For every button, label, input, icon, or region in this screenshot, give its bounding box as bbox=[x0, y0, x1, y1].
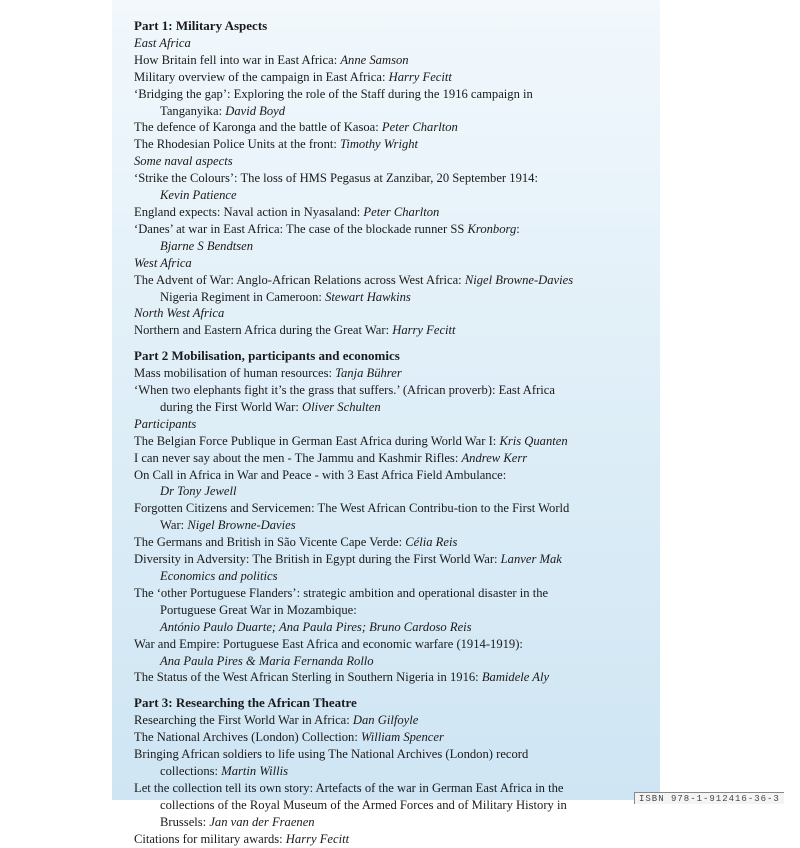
toc-entry bbox=[134, 780, 664, 797]
toc-entry bbox=[134, 221, 664, 238]
entry-punctuation: : bbox=[516, 221, 520, 236]
entry-author: Dan Gilfoyle bbox=[352, 713, 419, 728]
toc-entry bbox=[134, 585, 664, 602]
entry-title: Tanganyika: bbox=[160, 103, 226, 118]
entry-title: The Germans and British in São Vicente Cape Verde: bbox=[134, 535, 406, 550]
entry-author: William Spencer bbox=[360, 730, 444, 745]
toc-entry-continuation bbox=[134, 619, 664, 636]
isbn-label: ISBN 978-1-912416-36-3 bbox=[634, 792, 784, 804]
entry-author: Jan van der Fraenen bbox=[209, 814, 315, 829]
entry-title: England expects: Naval action in Nyasaland: bbox=[134, 204, 364, 219]
toc-entry-continuation bbox=[134, 602, 664, 619]
entry-author: Kris Quanten bbox=[499, 433, 568, 448]
entry-author: Martin Willis bbox=[221, 763, 289, 778]
entry-author: Stewart Hawkins bbox=[325, 289, 411, 304]
entry-author: Peter Charlton bbox=[363, 204, 440, 219]
toc-entry-continuation bbox=[134, 238, 664, 255]
entry-author: Anne Samson bbox=[340, 52, 409, 67]
entry-author: Andrew Kerr bbox=[461, 450, 528, 465]
entry-author: Peter Charlton bbox=[381, 120, 458, 135]
toc-entry bbox=[134, 831, 664, 848]
part-title: Part 3: Researching the African Theatre bbox=[134, 695, 357, 711]
entry-title: Citations for military awards: bbox=[134, 831, 286, 846]
entry-author: Kronborg bbox=[467, 221, 517, 236]
entry-title: The defence of Karonga and the battle of Kasoa: bbox=[134, 120, 382, 135]
entry-title: The Status of the West African Sterling in Southern Nigeria in 1916: bbox=[134, 670, 482, 685]
entry-title: during the First World War: bbox=[160, 399, 302, 414]
toc-entry bbox=[134, 119, 664, 136]
entry-title: On Call in Africa in War and Peace - with 3 East Africa Field Ambulance: bbox=[134, 467, 507, 482]
entry-title: ‘Bridging the gap’: Exploring the role of the Staff during the 1916 campaign in bbox=[134, 86, 533, 101]
toc-entry-continuation bbox=[134, 103, 664, 120]
entry-title: The ‘other Portuguese Flanders’: strategic ambition and operational disaster in the bbox=[134, 585, 549, 600]
toc-entry bbox=[134, 365, 664, 382]
section-subheading bbox=[134, 568, 664, 585]
entry-author: Nigel Browne-Davies bbox=[464, 272, 574, 287]
toc-entry bbox=[134, 86, 664, 103]
entry-title: ‘When two elephants fight it’s the grass that suffers.’ (African proverb): East Africa bbox=[134, 383, 555, 398]
toc-part-3 bbox=[134, 695, 664, 847]
entry-title: Economics and politics bbox=[160, 569, 278, 583]
toc-entry bbox=[134, 669, 664, 686]
toc-entry bbox=[134, 467, 664, 484]
entry-author: Harry Fecitt bbox=[388, 69, 452, 84]
toc-entry bbox=[134, 136, 664, 153]
part-title: Part 1: Military Aspects bbox=[134, 18, 268, 33]
toc-entry-continuation bbox=[134, 289, 664, 306]
entry-author: Harry Fecitt bbox=[392, 323, 456, 338]
entry-author: Oliver Schulten bbox=[301, 399, 381, 414]
entry-title: The National Archives (London) Collection: bbox=[134, 730, 361, 745]
entry-title: The Rhodesian Police Units at the front: bbox=[134, 137, 341, 152]
entry-title: Diversity in Adversity: The British in Egypt during the First World War: bbox=[134, 552, 501, 567]
entry-title: East Africa bbox=[134, 35, 191, 50]
entry-title: Mass mobilisation of human resources: bbox=[134, 366, 336, 381]
entry-title: War: bbox=[160, 518, 188, 533]
section-subheading bbox=[134, 255, 664, 272]
toc-entry-continuation bbox=[134, 814, 664, 831]
toc-entry-continuation bbox=[134, 483, 664, 500]
toc-entry bbox=[134, 534, 664, 551]
toc-entry-continuation bbox=[134, 399, 664, 416]
entry-title: Forgotten Citizens and Servicemen: The West African Contribu-tion to the First World bbox=[134, 501, 570, 516]
toc-entry-continuation bbox=[134, 763, 664, 780]
toc-entry bbox=[134, 746, 664, 763]
entry-title: Let the collection tell its own story: Artefacts of the war in German East Africa in the bbox=[134, 780, 564, 795]
toc-entry bbox=[134, 69, 664, 86]
entry-author: Kevin Patience bbox=[160, 188, 237, 203]
toc-entry bbox=[134, 729, 664, 746]
entry-title: North West Africa bbox=[134, 306, 225, 321]
toc-entry bbox=[134, 52, 664, 69]
toc-entry bbox=[134, 551, 664, 568]
table-of-contents bbox=[134, 18, 664, 848]
entry-title: Participants bbox=[134, 416, 197, 431]
section-subheading bbox=[134, 153, 664, 170]
entry-author: Tanja Bührer bbox=[335, 366, 402, 381]
section-subheading bbox=[134, 416, 664, 433]
entry-author: Ana Paula Pires & Maria Fernanda Rollo bbox=[160, 653, 374, 668]
entry-title: ‘Strike the Colours’: The loss of HMS Pegasus at Zanzibar, 20 September 1914: bbox=[134, 171, 538, 186]
toc-entry bbox=[134, 170, 664, 187]
toc-entry-continuation bbox=[134, 653, 664, 670]
entry-title: Researching the First World War in Africa: bbox=[134, 713, 353, 728]
toc-entry bbox=[134, 322, 664, 339]
entry-author: Bjarne S Bendtsen bbox=[160, 238, 254, 253]
book-page bbox=[112, 0, 780, 846]
entry-title: ‘Danes’ at war in East Africa: The case of the blockade runner SS bbox=[134, 221, 468, 236]
entry-title: The Belgian Force Publique in German East Africa during World War I: bbox=[134, 433, 500, 448]
entry-title: War and Empire: Portuguese East Africa and economic warfare (1914-1919): bbox=[134, 636, 523, 651]
entry-author: David Boyd bbox=[225, 103, 286, 118]
entry-title: Brussels: bbox=[160, 814, 210, 829]
toc-entry-continuation bbox=[134, 797, 664, 814]
entry-title: Bringing African soldiers to life using The National Archives (London) record bbox=[134, 747, 529, 762]
entry-author: Bamidele Aly bbox=[481, 670, 550, 685]
section-subheading bbox=[134, 35, 664, 52]
toc-entry bbox=[134, 450, 664, 467]
entry-title: Some naval aspects bbox=[134, 154, 233, 169]
entry-title: collections: bbox=[160, 763, 222, 778]
entry-title: Nigeria Regiment in Cameroon: bbox=[160, 289, 326, 304]
toc-entry bbox=[134, 382, 664, 399]
entry-author: Célia Reis bbox=[405, 535, 458, 550]
toc-entry bbox=[134, 712, 664, 729]
toc-entry bbox=[134, 204, 664, 221]
entry-author: Nigel Browne-Davies bbox=[187, 518, 296, 533]
toc-entry bbox=[134, 636, 664, 653]
toc-part-1 bbox=[134, 18, 664, 339]
part-title: Part 2 Mobilisation, participants and economics bbox=[134, 348, 400, 364]
entry-author: Timothy Wright bbox=[340, 137, 419, 152]
entry-title: How Britain fell into war in East Africa: bbox=[134, 52, 341, 67]
entry-title: Portuguese Great War in Mozambique: bbox=[160, 602, 357, 617]
toc-entry bbox=[134, 433, 664, 450]
entry-title: Military overview of the campaign in East Africa: bbox=[134, 69, 389, 84]
toc-entry bbox=[134, 500, 664, 517]
entry-author: António Paulo Duarte; Ana Paula Pires; Bruno Cardoso Reis bbox=[160, 619, 472, 634]
entry-title: The Advent of War: Anglo-African Relations across West Africa: bbox=[134, 272, 465, 287]
section-subheading bbox=[134, 305, 664, 322]
toc-entry-continuation bbox=[134, 517, 664, 534]
entry-author: Lanver Mak bbox=[500, 552, 562, 567]
entry-title: collections of the Royal Museum of the Armed Forces and of Military History in bbox=[160, 797, 567, 812]
entry-title: West Africa bbox=[134, 255, 192, 270]
entry-author: Dr Tony Jewell bbox=[160, 484, 237, 499]
toc-entry bbox=[134, 272, 664, 289]
entry-author: Harry Fecitt bbox=[285, 831, 350, 846]
entry-title: Northern and Eastern Africa during the Great War: bbox=[134, 323, 393, 338]
entry-title: I can never say about the men - The Jammu and Kashmir Rifles: bbox=[134, 450, 462, 465]
toc-part-2 bbox=[134, 348, 664, 686]
toc-entry-continuation bbox=[134, 187, 664, 204]
